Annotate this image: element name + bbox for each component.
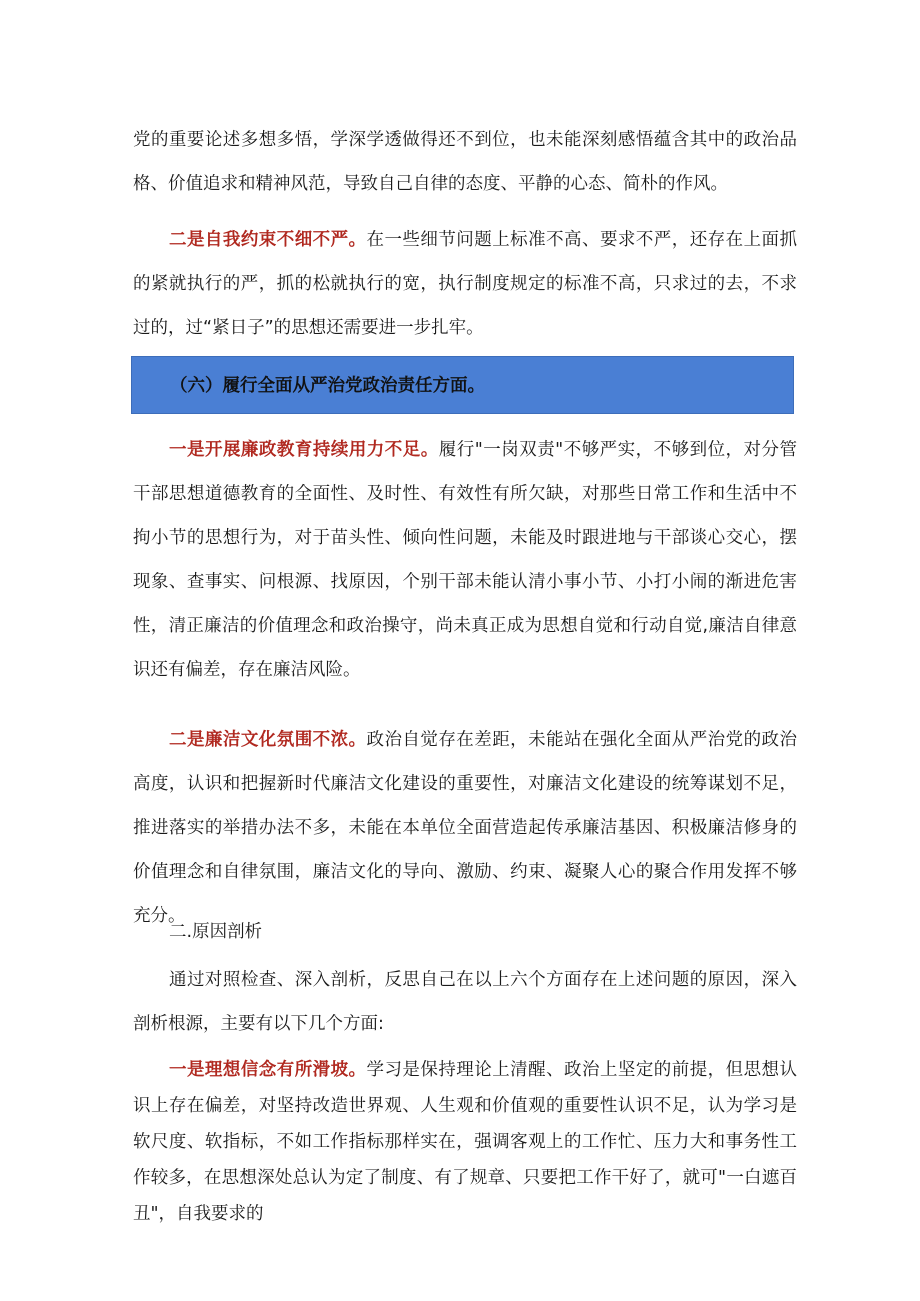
paragraph-lead: 一是理想信念有所滑坡。 <box>169 1060 367 1080</box>
paragraph-clean-education <box>133 428 797 692</box>
paragraph-text: 履行"一岗双责"不够严实，不够到位，对分管干部思想道德教育的全面性、及时性、有效性有所欠缺，对那些日常工作和生活中不拘小节的思想行为，对于苗头性、倾向性问题，未能及时跟进地与干部谈心交心，摆现象、查事实、问根源、找原因，个别干部未能认清小事小节、小打小闹的渐进危害性，清正廉洁的价值理念和政治操守，尚未真正成为思想自觉和行动自觉,廉洁自律意识还有偏差，存在廉洁风险。 <box>133 440 797 680</box>
section-heading-cause-analysis <box>133 910 797 954</box>
paragraph-lead: 一是开展廉政教育持续用力不足。 <box>169 440 439 460</box>
paragraph-clean-culture <box>133 718 797 938</box>
heading-text: 二.原因剖析 <box>169 922 263 942</box>
paragraph-text: 党的重要论述多想多悟，学深学透做得还不到位，也未能深刻感悟蕴含其中的政治品格、价值追求和精神风范，导致自己自律的态度、平静的心态、简朴的作风。 <box>133 130 797 194</box>
section-heading-title: （六）履行全面从严治党政治责任方面。 <box>170 376 485 396</box>
paragraph-text: 在一些细节问题上标准不高、要求不严，还存在上面抓的紧就执行的严，抓的松就执行的宽，执行制度规定的标准不高，只求过的去，不求过的，过“紧日子”的思想还需要进一步扎牢。 <box>133 230 797 338</box>
paragraph-ideals-belief <box>133 1052 797 1232</box>
section-heading-band <box>131 356 794 414</box>
paragraph-lead: 二是自我约束不细不严。 <box>169 230 367 250</box>
paragraph-text: 通过对照检查、深入剖析，反思自己在以上六个方面存在上述问题的原因，深入剖析根源，主要有以下几个方面: <box>133 970 797 1034</box>
paragraph-self-discipline <box>133 218 797 350</box>
paragraph-text: 政治自觉存在差距，未能站在强化全面从严治党的政治高度，认识和把握新时代廉洁文化建设的重要性，对廉洁文化建设的统筹谋划不足，推进落实的举措办法不多，未能在本单位全面营造起传承廉洁基因、积极廉洁修身的价值理念和自律氛围，廉洁文化的导向、激励、约束、凝聚人心的聚合作用发挥不够充分。 <box>133 730 797 926</box>
paragraph-continuation <box>133 118 797 206</box>
paragraph-analysis-intro <box>133 958 797 1046</box>
paragraph-text: 学习是保持理论上清醒、政治上坚定的前提，但思想认识上存在偏差，对坚持改造世界观、人生观和价值观的重要性认识不足，认为学习是软尺度、软指标，不如工作指标那样实在，强调客观上的工作忙、压力大和事务性工作较多，在思想深处总认为定了制度、有了规章、只要把工作干好了，就可"一白遮百丑"，自我要求的 <box>133 1060 797 1224</box>
paragraph-lead: 二是廉洁文化氛围不浓。 <box>169 730 367 750</box>
